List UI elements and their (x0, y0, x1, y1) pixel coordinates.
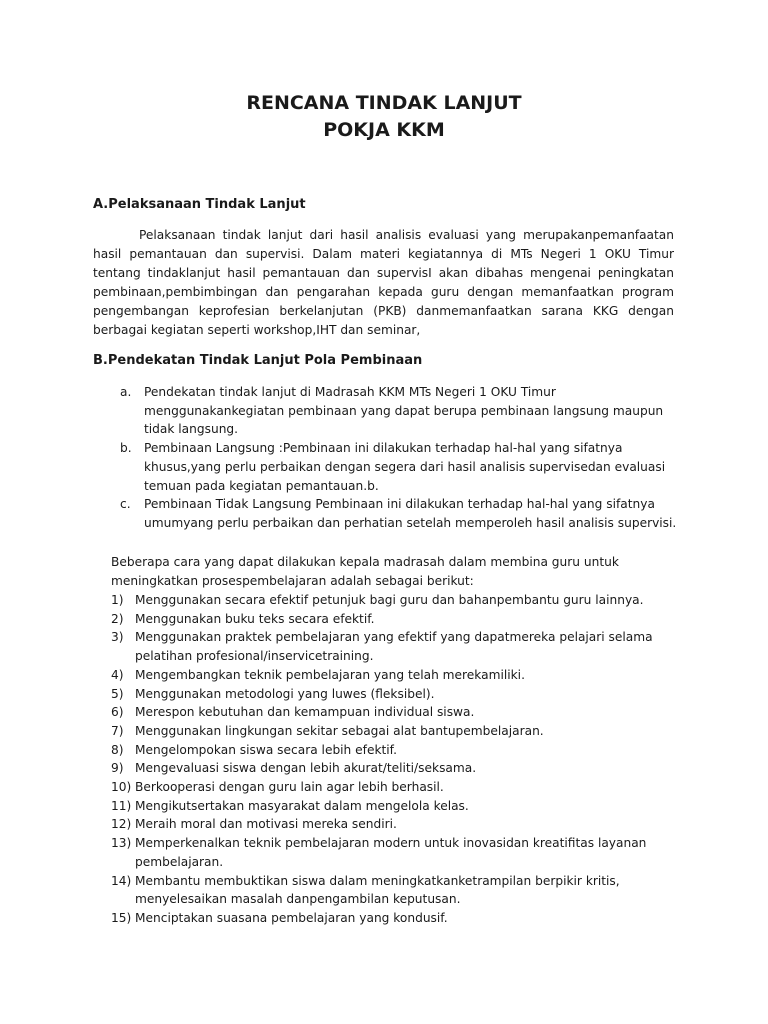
list-item (111, 872, 671, 909)
list-item-text: Memperkenalkan teknik pembelajaran modern untuk inovasidan kreatifitas layanan pembelajaran. (135, 836, 647, 869)
list-marker: 6) (111, 705, 124, 720)
list-item-text: Menggunakan secara efektif petunjuk bagi guru dan bahanpembantu guru lainnya. (135, 593, 644, 607)
list-item-text: Pendekatan tindak lanjut di Madrasah KKM MTs Negeri 1 OKU Timur menggunakankegiatan pembinaan yang dapat berupa pembinaan langsung maupun tidak langsung. (144, 385, 664, 437)
section-a-paragraph: Pelaksanaan tindak lanjut dari hasil analisis evaluasi yang merupakanpemanfaatan hasil pemantauan dan supervisi. Dalam materi kegiatannya di MTs Negeri 1 OKU Timur tentang tindaklanjut hasil pemantauan dan supervisI akan dibahas mengenai peningkatan pembinaan,pembimbingan dan pengarahan kepada guru dengan memanfaatkan program pengembangan keprofesian berkelanjutan (PKB) danmemanfaatkan sarana KKG dengan berbagai kegiatan seperti workshop,IHT dan seminar, (93, 228, 674, 337)
list-item-text: Mengikutsertakan masyarakat dalam mengelola kelas. (135, 798, 469, 813)
list-marker: 15) (111, 910, 132, 925)
methods-intro: Beberapa cara yang dapat dilakukan kepala madrasah dalam membina guru untuk meningkatkan prosespembelajaran adalah sebagai berikut: (111, 555, 619, 588)
list-item (120, 495, 680, 532)
list-item-text: Berkooperasi dengan guru lain agar lebih berhasil. (135, 780, 444, 795)
list-marker: 1) (111, 593, 124, 607)
section-a-heading: A.Pelaksanaan Tindak Lanjut (93, 197, 306, 212)
list-marker: 3) (111, 630, 124, 645)
list-marker: a. (120, 385, 132, 399)
list-marker: 13) (111, 836, 132, 851)
list-item (111, 666, 671, 685)
list-item (111, 685, 671, 704)
list-item-text: Mengembangkan teknik pembelajaran yang telah merekamiliki. (135, 667, 525, 682)
list-item-text: Mengelompokan siswa secara lebih efektif. (135, 742, 397, 757)
section-b-heading: B.Pendekatan Tindak Lanjut Pola Pembinaan (93, 353, 423, 368)
list-item (111, 778, 671, 797)
list-item (111, 815, 671, 834)
list-item (111, 759, 671, 778)
list-item (111, 610, 671, 629)
list-item-text: Menggunakan lingkungan sekitar sebagai alat bantupembelajaran. (135, 723, 544, 738)
list-item (111, 722, 671, 741)
approach-list (120, 383, 680, 533)
list-item (111, 797, 671, 816)
methods-list (111, 591, 671, 928)
list-item (111, 909, 671, 928)
list-item-text: Pembinaan Langsung :Pembinaan ini dilakukan terhadap hal-hal yang sifatnya khusus,yang perlu perbaikan dengan segera dari hasil analisis supervisedan evaluasi temuan pada kegiatan pemantauan.b. (144, 441, 666, 493)
list-item (111, 591, 671, 610)
list-item-text: Membantu membuktikan siswa dalam meningkatkanketrampilan berpikir kritis, menyelesaikan masalah danpengambilan keputusan. (135, 873, 620, 907)
list-item-text: Menciptakan suasana pembelajaran yang kondusif. (135, 910, 448, 925)
list-item (111, 741, 671, 760)
document-subtitle: POKJA KKM (323, 119, 445, 141)
list-item-text: Mengevaluasi siswa dengan lebih akurat/teliti/seksama. (135, 761, 477, 776)
list-item-text: Merespon kebutuhan dan kemampuan individual siswa. (135, 705, 475, 720)
list-marker: 10) (111, 780, 132, 795)
list-item (120, 383, 680, 439)
list-item (111, 834, 671, 871)
list-item (111, 703, 671, 722)
list-marker: 2) (111, 611, 124, 626)
list-item (111, 628, 671, 665)
list-marker: 12) (111, 817, 132, 832)
list-item (120, 439, 680, 495)
list-marker: 9) (111, 761, 124, 776)
list-marker: b. (120, 441, 132, 456)
list-marker: 7) (111, 723, 124, 738)
document-title: RENCANA TINDAK LANJUT (246, 92, 522, 114)
list-marker: 11) (111, 798, 132, 813)
list-item-text: Meraih moral dan motivasi mereka sendiri. (135, 817, 397, 832)
list-marker: 4) (111, 667, 124, 682)
list-marker: 14) (111, 873, 132, 888)
list-marker: 8) (111, 742, 124, 757)
list-item-text: Menggunakan praktek pembelajaran yang efektif yang dapatmereka pelajari selama pelatihan profesional/inservicetraining. (135, 630, 653, 664)
list-item-text: Pembinaan Tidak Langsung Pembinaan ini dilakukan terhadap hal-hal yang sifatnya umumyang perlu perbaikan dan perhatian setelah memperoleh hasil analisis supervisi. (144, 497, 677, 530)
list-item-text: Menggunakan buku teks secara efektif. (135, 611, 375, 626)
list-item-text: Menggunakan metodologi yang luwes (fleksibel). (135, 686, 435, 701)
list-marker: 5) (111, 686, 124, 701)
list-marker: c. (120, 497, 131, 512)
